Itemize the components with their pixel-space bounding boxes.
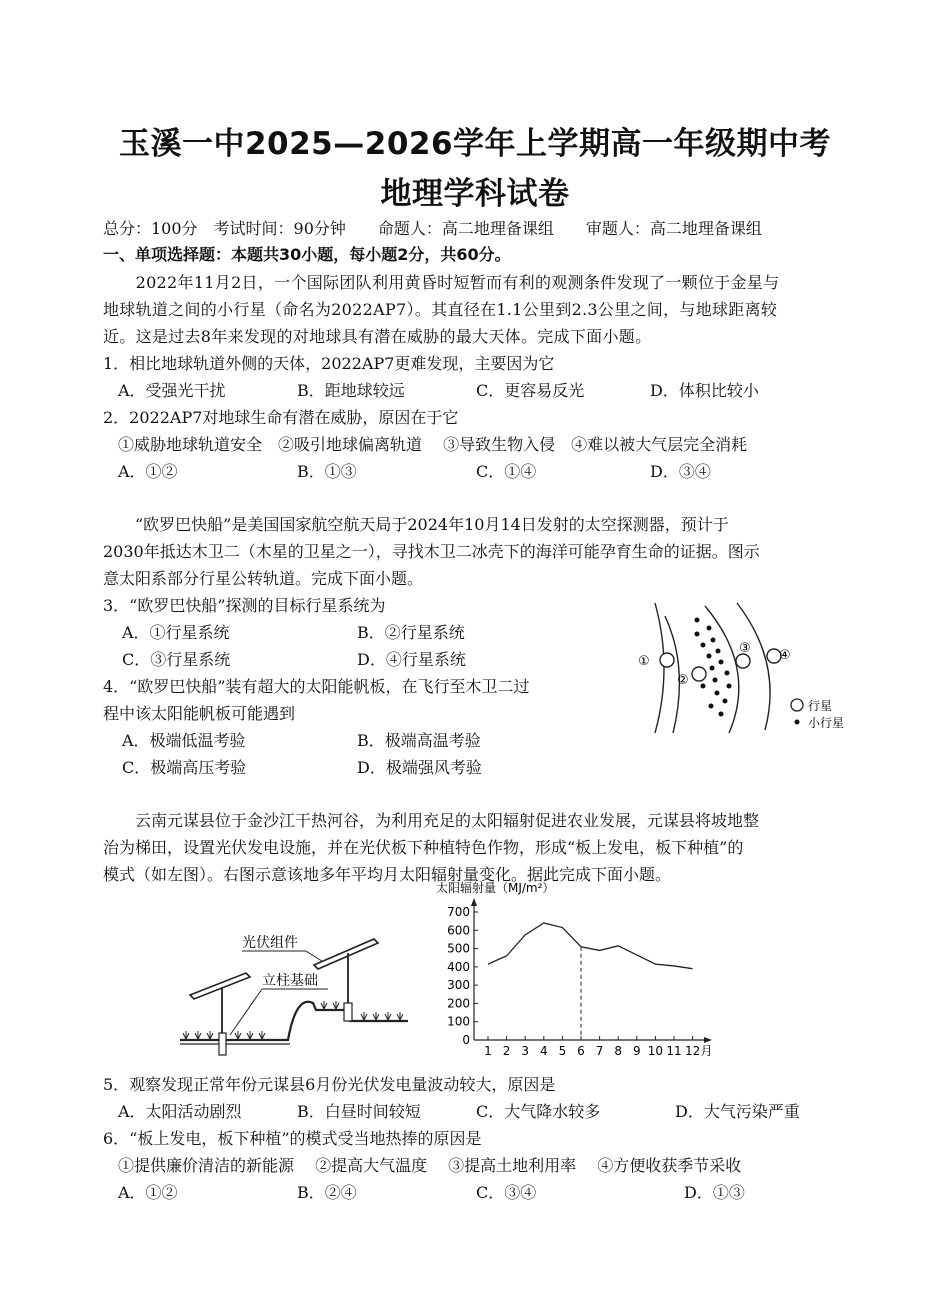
legend-asteroid-icon (795, 720, 800, 725)
x-tick-label: 1 (484, 1044, 492, 1058)
x-tick-label: 3 (521, 1044, 530, 1058)
x-tick-label: 8 (614, 1044, 623, 1058)
option: D．体积比较小 (650, 381, 759, 400)
x-axis-arrow (704, 1037, 712, 1043)
option: A．①② (118, 462, 178, 481)
legend-planet-icon (791, 699, 803, 711)
x-tick-label: 2 (502, 1044, 511, 1058)
terrace-ground (180, 1002, 408, 1040)
orbit-label: ④ (779, 648, 791, 663)
option: C．大气降水较多 (476, 1102, 601, 1121)
option: B．①③ (297, 462, 357, 481)
passage-line: 2022年11月2日，一个国际团队利用黄昏时短暂而有利的观测条件发现了一颗位于金星与 (103, 273, 780, 292)
option: A．①② (118, 1183, 178, 1202)
passage-line: 意太阳系部分行星公转轨道。完成下面小题。 (103, 569, 424, 588)
question-stem: 6．“板上发电，板下种植”的模式受当地热捧的原因是 (103, 1129, 482, 1148)
legend-planet-label: 行星 (808, 699, 833, 713)
option: C．极端高压考验 (122, 758, 247, 777)
solar-panel (190, 973, 250, 999)
planet-marker (692, 667, 706, 681)
question-stem: 4．“欧罗巴快船”装有超大的太阳能帆板，在飞行至木卫二过 (103, 677, 530, 696)
x-tick-label: 10 (647, 1044, 664, 1058)
option: C．③行星系统 (122, 650, 231, 669)
question-items: ①威胁地球轨道安全 ②吸引地球偏离轨道 ③导致生物入侵 ④难以被大气层完全消耗 (118, 435, 748, 454)
chart-ylabel: 太阳辐射量（MJ/m²） (436, 881, 555, 895)
y-tick-label: 300 (447, 978, 470, 993)
option: A．①行星系统 (122, 623, 230, 642)
planet-marker (660, 653, 674, 667)
passage-line: 模式（如左图）。右图示意该地多年平均月太阳辐射量变化。据此完成下面小题。 (103, 865, 672, 884)
y-tick-label: 200 (447, 996, 470, 1011)
x-tick-label: 12 (684, 1044, 701, 1058)
section-heading: 一、单项选择题：本题共30小题，每小题2分，共60分。 (103, 245, 511, 264)
option: D．大气污染严重 (675, 1102, 800, 1121)
solar-radiation-chart (432, 878, 722, 1060)
passage-line: “欧罗巴快船”是美国国家航空航天局于2024年10月14日发射的太空探测器，预计于 (103, 515, 729, 534)
orbit-label: ② (677, 673, 689, 688)
x-tick-label: 9 (632, 1044, 641, 1058)
option: D．④行星系统 (357, 650, 466, 669)
option: C．③④ (476, 1183, 537, 1202)
option: D．①③ (684, 1183, 745, 1202)
orbit-diagram (625, 598, 855, 738)
passage-line: 治为梯田，设置光伏发电设施，并在光伏板下种植特色作物，形成“板上发电，板下种植”的 (103, 838, 744, 857)
y-tick-label: 0 (462, 1033, 470, 1047)
option: A．受强光干扰 (118, 381, 226, 400)
option: D．③④ (650, 462, 711, 481)
y-tick-label: 600 (447, 923, 470, 938)
y-tick-label: 100 (447, 1014, 470, 1029)
y-tick-label: 700 (447, 905, 470, 919)
option: B．②行星系统 (357, 623, 465, 642)
option: D．极端强风考验 (357, 758, 482, 777)
pv-facility-diagram (178, 925, 418, 1060)
exam-info: 总分：100分 考试时间：90分钟 命题人：高二地理备课组 审题人：高二地理备课组 (103, 219, 762, 238)
y-tick-label: 500 (447, 941, 470, 956)
passage-line: 2030年抵达木卫二（木星的卫星之一），寻找木卫二冰壳下的海洋可能孕育生命的证据。图示 (103, 542, 760, 561)
question-stem: 程中该太阳能帆板可能遇到 (103, 704, 296, 723)
option: A．太阳活动剧烈 (118, 1102, 242, 1121)
planet-marker (736, 654, 750, 668)
solar-panel (314, 939, 378, 969)
pv-base-label: 立柱基础 (262, 973, 318, 989)
x-tick-label: 4 (539, 1044, 548, 1058)
passage-line: 近。这是过去8年来发现的对地球具有潜在威胁的最大天体。完成下面小题。 (103, 327, 652, 346)
question-stem: 1．相比地球轨道外侧的天体，2022AP7更难发现，主要因为它 (103, 354, 555, 373)
passage-line: 云南元谋县位于金沙江干热河谷，为利用充足的太阳辐射促进农业发展，元谋县将坡地整 (103, 811, 760, 830)
question-items: ①提供廉价清洁的新能源 ②提高大气温度 ③提高土地利用率 ④方便收获季节采收 (118, 1156, 742, 1175)
x-tick-label: 7 (595, 1044, 604, 1058)
legend-asteroid-label: 小行星 (808, 716, 845, 730)
option: C．更容易反光 (476, 381, 585, 400)
option: B．白昼时间较短 (297, 1102, 421, 1121)
option: C．①④ (476, 462, 537, 481)
passage-line: 地球轨道之间的小行星（命名为2022AP7）。其直径在1.1公里到2.3公里之间，与地球距离较 (103, 300, 778, 319)
x-tick-label: 5 (558, 1044, 567, 1058)
orbit-line (655, 603, 664, 733)
orbit-label: ③ (739, 641, 751, 656)
question-stem: 3．“欧罗巴快船”探测的目标行星系统为 (103, 596, 386, 615)
option: B．②④ (297, 1183, 357, 1202)
exam-subtitle: 地理学科试卷 (380, 176, 570, 212)
x-tick-label: 11 (666, 1044, 682, 1058)
question-stem: 2．2022AP7对地球生命有潜在威胁，原因在于它 (103, 408, 459, 427)
exam-title: 玉溪一中2025—2026学年上学期高一年级期中考 (118, 126, 832, 162)
option: B．距地球较远 (297, 381, 405, 400)
orbit-label: ① (638, 654, 650, 669)
y-axis-arrow (471, 898, 477, 906)
x-tick-label: 6 (577, 1044, 585, 1058)
radiation-series-line (488, 923, 693, 969)
question-stem: 5．观察发现正常年份元谋县6月份光伏发电量波动较大，原因是 (103, 1075, 556, 1094)
y-tick-label: 400 (447, 959, 470, 974)
option: B．极端高温考验 (357, 731, 481, 750)
pv-module-label: 光伏组件 (242, 935, 298, 951)
option: A．极端低温考验 (122, 731, 246, 750)
chart-xlabel: 月 (700, 1044, 713, 1058)
